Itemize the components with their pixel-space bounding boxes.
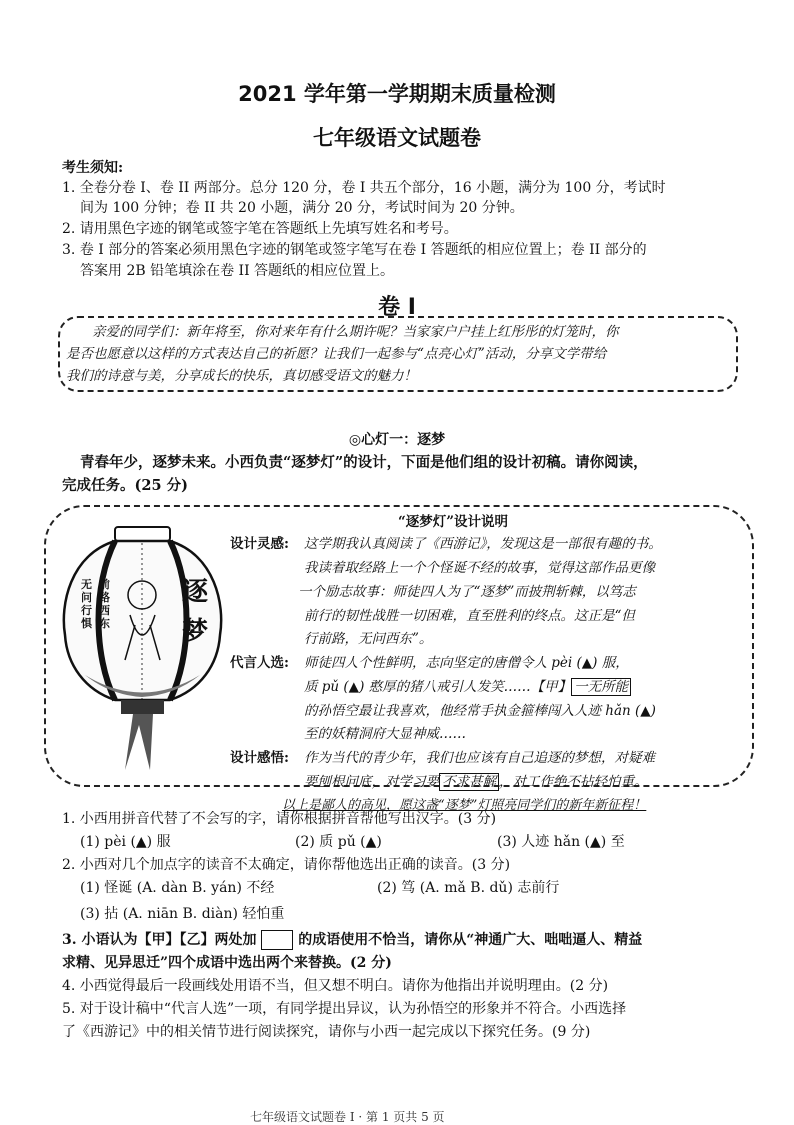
question-3-cont: 求精、见异思迁”四个成语中选出两个来替换。(2 分) — [62, 955, 392, 971]
lantern-right-text — [182, 572, 208, 652]
lantern-char: 前 — [99, 578, 110, 591]
exam-title: 2021 学年第一学期期末质量检测 — [238, 82, 556, 106]
question-3-text: 的成语使用不恰当，请你从“神通广大、咄咄逼人、精益 — [298, 932, 643, 948]
question-4: 4. 小西觉得最后一段画线处用语不当，但又想不明白。请你为他指出并说明理由。(2 分) — [62, 978, 609, 994]
notice-line: 间为 100 分钟；卷 II 共 20 小题，满分 20 分，考试时间为 20 分钟。 — [80, 200, 524, 216]
design-doc-title: “逐梦灯”设计说明 — [398, 514, 509, 530]
section-title: 卷 I — [378, 295, 416, 320]
feeling-text: 要刨根问底，对学习要 — [304, 774, 439, 790]
lantern-char: 路 — [99, 591, 110, 604]
inspiration-line: 前行的韧性战胜一切困难，直至胜利的终点。这正是“但 — [304, 608, 635, 624]
lantern-char: 惧 — [81, 617, 92, 630]
lantern-left-text — [99, 578, 113, 630]
notice-line: 2. 请用黑色字迹的钢笔或签字笔在答题纸上先填写姓名和考号。 — [62, 221, 458, 237]
lantern-char: 西 — [99, 604, 110, 617]
lantern-char: 东 — [99, 617, 110, 630]
notice-heading: 考生须知: — [62, 160, 124, 176]
closing-line: 以上是鄙人的高见，愿这盏“逐梦”灯照亮同学们的新年新征程！ — [282, 798, 647, 813]
spokesperson-line — [304, 675, 631, 699]
part-heading: ◎心灯一：逐梦 — [348, 432, 446, 448]
question-2-item: (1) 怪诞 (A. dàn B. yán) 不经 — [80, 880, 275, 896]
inspiration-line: 我读着取经路上一个个怪诞不经的故事，觉得这部作品更像 — [304, 560, 655, 576]
lantern-char: 无 — [81, 578, 92, 591]
notice-line: 答案用 2B 铅笔填涂在卷 II 答题纸的相应位置上。 — [80, 263, 395, 279]
question-1: 1. 小西用拼音代替了不会写的字，请你根据拼音帮他写出汉字。(3 分) — [62, 811, 497, 827]
lantern-char: 行 — [81, 604, 92, 617]
intro-line: 我们的诗意与美，分享成长的快乐，真切感受语文的魅力！ — [66, 368, 417, 384]
spokesperson-line: 师徒四人个性鲜明，志向坚定的唐僧令人 pèi (▲) 服， — [304, 655, 629, 671]
spokesperson-line: 至的妖精洞府大显神威…… — [304, 726, 466, 742]
inspiration-line: 这学期我认真阅读了《西游记》，发现这是一部很有趣的书。 — [304, 536, 662, 552]
part-desc: 完成任务。(25 分) — [62, 477, 188, 494]
label-inspiration: 设计灵感: — [230, 536, 289, 552]
label-spokesperson: 代言人选: — [230, 655, 289, 671]
feeling-text: ，对工作绝不拈轻怕重。 — [499, 774, 648, 790]
blank-box — [261, 930, 293, 950]
question-1-item: (2) 质 pǔ (▲) — [295, 834, 382, 850]
notice-line: 1. 全卷分卷 I、卷 II 两部分。总分 120 分，卷 I 共五个部分，16 小题，满分为 100 分，考试时 — [62, 180, 666, 196]
boxed-idiom-jia: 一无所能 — [571, 678, 631, 696]
exam-subtitle: 七年级语文试题卷 — [313, 126, 481, 150]
page-footer: 七年级语文试题卷 I · 第 1 页共 5 页 — [250, 1110, 445, 1124]
spokesperson-text: 质 pǔ (▲) 憨厚的猪八戒引人发笑……【甲】 — [304, 679, 572, 695]
lantern-char: 逐 — [182, 577, 209, 607]
question-2: 2. 小西对几个加点字的读音不太确定，请你帮他选出正确的读音。(3 分) — [62, 857, 511, 873]
feeling-line: 作为当代的青少年，我们也应该有自己追逐的梦想，对疑难 — [304, 750, 655, 766]
lantern-char: 梦 — [182, 617, 209, 647]
intro-line: 亲爱的同学们：新年将至，你对来年有什么期许呢？当家家户户挂上红彤彤的灯笼时，你 — [92, 324, 619, 340]
question-3 — [62, 929, 642, 951]
inspiration-line: 行前路，无问西东”。 — [304, 631, 433, 647]
notice-line: 3. 卷 I 部分的答案必须用黑色字迹的钢笔或签字笔写在卷 I 答题纸的相应位置上；卷 II 部分的 — [62, 242, 647, 258]
label-feeling: 设计感悟: — [230, 750, 289, 766]
lantern-left-text — [81, 578, 95, 630]
part-desc: 青春年少，逐梦未来。小西负责“逐梦灯”的设计，下面是他们组的设计初稿。请你阅读， — [80, 454, 648, 471]
question-5: 5. 对于设计稿中“代言人选”一项，有同学提出异议，认为孙悟空的形象并不符合。小西选择 — [62, 1001, 627, 1017]
lantern-char: 问 — [81, 591, 92, 604]
question-2-item: (2) 笃 (A. mǎ B. dǔ) 志前行 — [377, 880, 560, 896]
question-2-item: (3) 拈 (A. niān B. diàn) 轻怕重 — [80, 906, 285, 922]
intro-line: 是否也愿意以这样的方式表达自己的祈愿？让我们一起参与“点亮心灯”活动，分享文学带给 — [66, 346, 607, 362]
boxed-idiom-yi: 不求甚解 — [439, 773, 499, 791]
question-1-item: (1) pèi (▲) 服 — [80, 834, 171, 850]
question-5-cont: 了《西游记》中的相关情节进行阅读探究，请你与小西一起完成以下探究任务。(9 分) — [62, 1024, 591, 1040]
question-3-text: 3. 小语认为【甲】【乙】两处加 — [62, 932, 257, 948]
feeling-line — [304, 770, 648, 794]
inspiration-line: 一个励志故事：师徒四人为了“逐梦”而披荆斩棘，以笃志 — [298, 584, 636, 600]
question-1-item: (3) 人迹 hǎn (▲) 至 — [497, 834, 625, 850]
spokesperson-line: 的孙悟空最让我喜欢，他经常手执金箍棒闯入人迹 hǎn (▲) — [304, 703, 656, 719]
